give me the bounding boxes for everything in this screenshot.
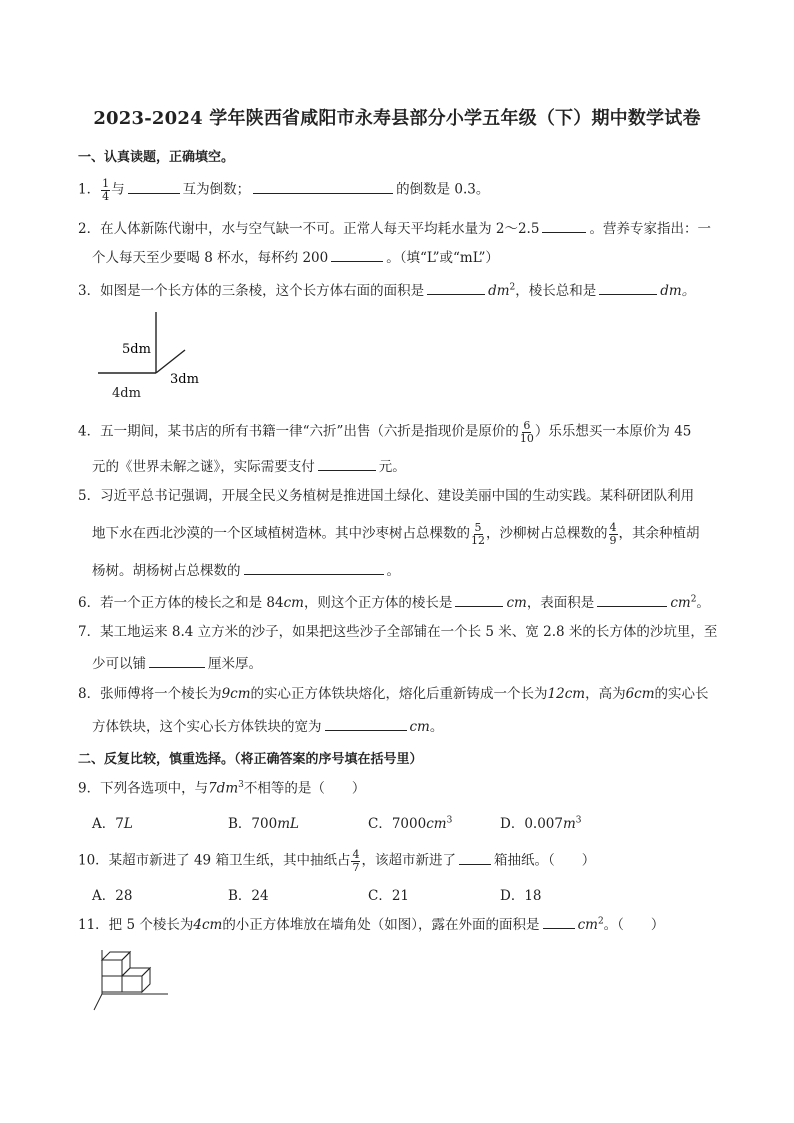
question-7-line-2: 少可以铺 厘米厚。 [92,656,262,672]
section-2-heading: 二、反复比较，慎重选择。（将正确答案的序号填在括号里） [78,752,423,767]
answer-blank[interactable] [128,181,180,194]
answer-blank[interactable] [455,594,503,607]
option-a[interactable]: A．7L [92,816,133,832]
question-2-line-1: 2．在人体新陈代谢中，水与空气缺一不可。正常人每天平均耗水量为 2～2.5 。营养专家指出：一 [78,221,711,237]
answer-blank[interactable] [599,282,657,295]
option-d[interactable]: D．$0.007m^3$ [500,815,582,832]
option-b[interactable]: B．24 [228,888,269,904]
cuboid-edges-figure [92,308,212,387]
option-d[interactable]: D．18 [500,888,542,904]
edge-label-length: 4dm [112,386,141,401]
question-5-line-2: 地下水在西北沙漠的一个区域植树造林。其中沙枣树占总棵数的 $\frac{5}{12}$ ，沙柳树占总棵数的 $\frac{4}{9}$ ，其余种植胡 [92,521,700,547]
answer-blank[interactable] [244,562,384,575]
answer-blank[interactable] [542,220,586,233]
edge-label-width: 3dm [170,372,199,387]
stacked-cubes-figure [90,948,172,1014]
option-b[interactable]: B．700mL [228,816,299,832]
page-title: 2023-2024 学年陕西省咸阳市永寿县部分小学五年级（下）期中数学试卷 [93,108,701,129]
answer-blank[interactable] [331,249,383,262]
option-c[interactable]: C．21 [368,888,410,904]
answer-blank[interactable] [543,916,575,929]
answer-blank[interactable] [459,852,491,865]
option-a[interactable]: A．28 [92,888,133,904]
section-1-heading: 一、认真读题，正确填空。 [78,150,235,165]
question-10: 10．某超市新进了 49 箱卫生纸，其中抽纸占 $\frac{4}{7}$ ，该超市新进了 箱抽纸。（ ） [78,848,596,874]
question-1: 1． $\frac{1}{4}$ 与 互为倒数； 的倒数是 0.3。 [78,177,490,203]
answer-blank[interactable] [427,282,485,295]
question-5-line-3: 杨树。胡杨树占总棵数的 。 [92,563,400,579]
question-5-line-1: 5．习近平总书记强调，开展全民义务植树是推进国土绿化、建设美丽中国的生动实践。某科研团队利用 [78,488,695,504]
answer-blank[interactable] [253,181,393,194]
question-2-line-2: 个人每天至少要喝 8 杯水，每杯约 200 。（填“L”或“mL”） [92,250,499,266]
edge-label-height: 5dm [122,342,151,357]
question-8-line-1: 8．张师傅将一个棱长为9cm的实心正方体铁块熔化，熔化后重新铸成一个长为12cm，高为6cm的实心长 [78,686,709,702]
question-3: 3．如图是一个长方体的三条棱，这个长方体右面的面积是 $dm^2$，棱长总和是 dm。 [78,282,696,299]
question-7-line-1: 7．某工地运来 8.4 立方米的沙子，如果把这些沙子全部铺在一个长 5 米、宽 2.8 米的长方体的沙坑里，至 [78,624,718,640]
question-4-line-2: 元的《世界未解之谜》，实际需要支付 元。 [92,459,406,475]
answer-blank[interactable] [149,655,205,668]
option-c[interactable]: C．$7000cm^3$ [368,815,453,832]
question-6: 6．若一个正方体的棱长之和是 84cm，则这个正方体的棱长是 cm，表面积是 $cm^2$。 [78,594,710,611]
answer-blank[interactable] [325,718,407,731]
question-11: 11．把 5 个棱长为4cm的小正方体堆放在墙角处（如图），露在外面的面积是 $cm^2$。（ ） [78,916,665,933]
question-9: 9．下列各选项中，与$7dm^3$不相等的是（ ） [78,780,366,797]
question-8-line-2: 方体铁块，这个实心长方体铁块的宽为 cm。 [92,719,444,735]
fraction: $\frac{1}{4}$ [102,177,110,203]
answer-blank[interactable] [597,594,667,607]
question-4-line-1: 4．五一期间，某书店的所有书籍一律“六折”出售（六折是指现价是原价的 $\frac{6}{10}$ ）乐乐想买一本原价为 45 [78,419,692,445]
answer-blank[interactable] [318,458,376,471]
